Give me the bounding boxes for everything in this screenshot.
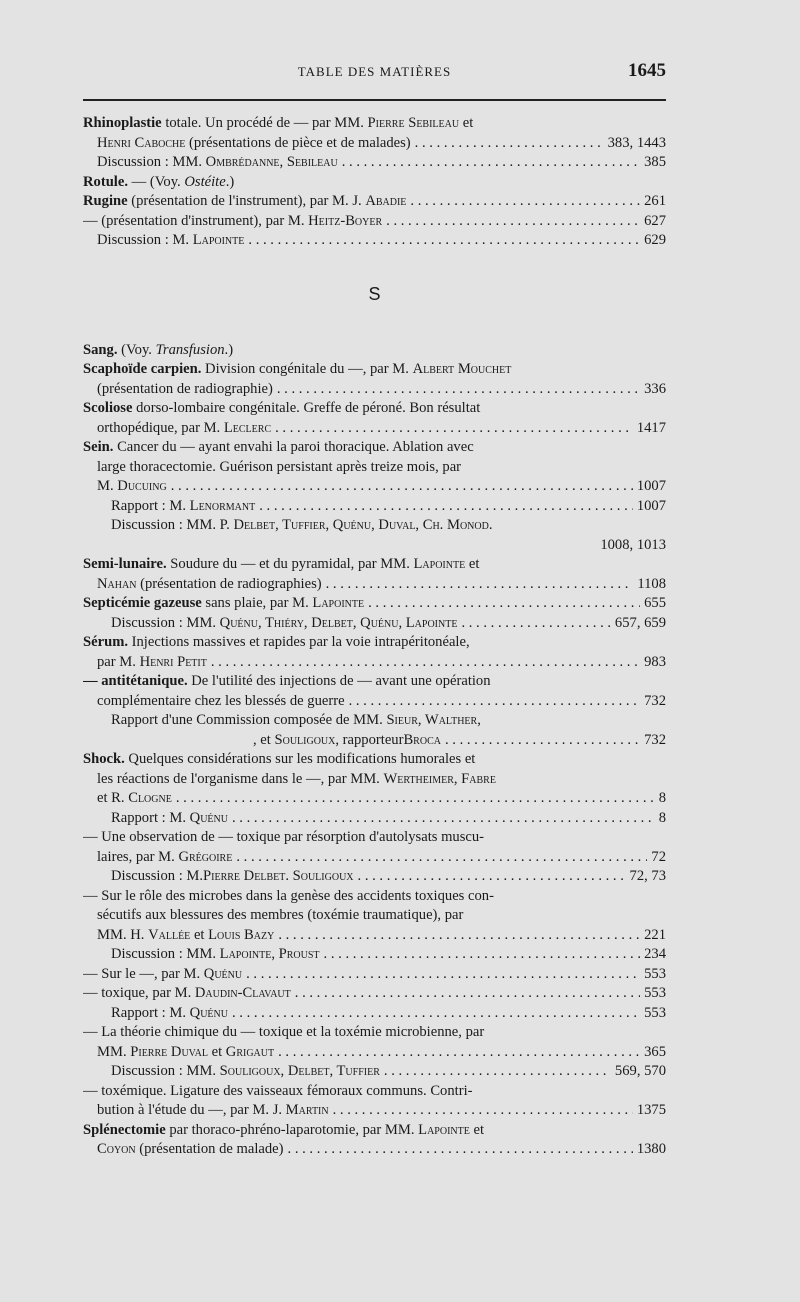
dot-leader bbox=[236, 848, 647, 868]
entry-phrase: Rapport d'une Commission composée de MM. bbox=[111, 712, 387, 728]
author-name: Quénu, Thiéry, Delbet, Quénu, Lapointe bbox=[219, 614, 458, 631]
entry-text bbox=[83, 341, 233, 361]
entry-phrase: totale. Un procédé de — par MM. bbox=[161, 115, 368, 131]
index-line bbox=[83, 828, 666, 848]
author-name: Wertheimer, Fabre bbox=[383, 770, 496, 787]
entry-phrase: orthopédique, par M. bbox=[97, 419, 224, 436]
entry-heading: Shock. bbox=[83, 751, 125, 767]
index-entry bbox=[83, 1121, 666, 1160]
entry-phrase: Soudure du — et du pyramidal, par MM. bbox=[166, 556, 414, 572]
dot-leader bbox=[275, 419, 633, 439]
page-reference: 629 bbox=[644, 232, 666, 248]
entry-phrase: Discussion : MM. bbox=[111, 614, 220, 631]
header-rule bbox=[83, 99, 666, 101]
dot-leader bbox=[368, 594, 640, 614]
entry-heading: Sang. bbox=[83, 341, 118, 358]
dot-leader bbox=[461, 614, 610, 634]
entry-phrase: large thoracectomie. Guérison persistant après treize mois, par bbox=[97, 458, 462, 475]
page-reference: 569, 570 bbox=[614, 1063, 666, 1079]
entry-phrase: et bbox=[207, 1043, 226, 1060]
entry-phrase: Discussion : MM. P. bbox=[111, 517, 234, 533]
author-name: Broca bbox=[403, 731, 441, 748]
author-name: Lapointe bbox=[413, 556, 466, 572]
entry-text bbox=[97, 153, 338, 173]
entry-heading: Sérum. bbox=[83, 634, 128, 650]
entry-text bbox=[97, 477, 167, 497]
index-line bbox=[83, 1140, 666, 1160]
author-name: Lapointe bbox=[418, 1121, 470, 1138]
entry-text bbox=[111, 809, 228, 829]
entry-text bbox=[83, 555, 479, 575]
page-reference: 655 bbox=[644, 595, 666, 611]
author-name: Leclerc bbox=[223, 419, 272, 436]
entry-phrase: — Sur le rôle des microbes dans la genèse des accidents toxiques con- bbox=[83, 887, 494, 904]
entry-phrase: dorso-lombaire congénitale. Greffe de péroné. Bon résultat bbox=[132, 400, 481, 416]
entry-phrase: Discussion : MM. bbox=[97, 154, 206, 170]
author-name: Abadie bbox=[365, 193, 407, 209]
index-line bbox=[83, 711, 666, 731]
index-line bbox=[83, 692, 666, 712]
dot-leader bbox=[248, 231, 640, 251]
dot-leader bbox=[342, 153, 640, 173]
entry-text bbox=[111, 614, 457, 634]
entry-phrase: (présentation de l'instrument), par M. J. bbox=[127, 193, 366, 209]
author-name: Grégoire bbox=[178, 848, 233, 865]
index-line bbox=[83, 173, 666, 193]
entry-phrase: et bbox=[469, 1121, 485, 1138]
index-line bbox=[83, 399, 666, 419]
entry-phrase: , bbox=[477, 712, 481, 728]
index-line bbox=[83, 672, 666, 692]
entry-phrase: et bbox=[190, 926, 209, 943]
index-entry bbox=[83, 438, 666, 555]
entry-text bbox=[83, 828, 484, 848]
page-reference: 365 bbox=[644, 1043, 666, 1060]
index-line bbox=[83, 750, 666, 770]
entry-text bbox=[97, 789, 172, 809]
entry-text bbox=[111, 867, 354, 887]
entry-text bbox=[83, 633, 470, 653]
index-line bbox=[83, 516, 666, 536]
dot-leader bbox=[415, 134, 604, 154]
entry-text bbox=[97, 1140, 284, 1160]
author-name: Ombrédanne, Sebileau bbox=[205, 154, 338, 170]
entry-text bbox=[111, 516, 493, 536]
index-line bbox=[83, 114, 666, 134]
page-header bbox=[83, 58, 666, 88]
page-reference: 657, 659 bbox=[614, 614, 666, 631]
entry-text bbox=[83, 984, 291, 1004]
page-reference: 553 bbox=[644, 985, 666, 1001]
page-reference: 336 bbox=[644, 380, 666, 397]
entry-phrase: (Voy. bbox=[117, 341, 156, 358]
dot-leader bbox=[277, 380, 640, 400]
page-reference: 627 bbox=[644, 212, 666, 229]
entry-phrase: Rapport : M. bbox=[111, 809, 190, 826]
author-name: Souligoux bbox=[274, 731, 336, 748]
page-reference: 1007 bbox=[636, 497, 666, 514]
index-entry bbox=[83, 594, 666, 633]
index-line bbox=[83, 984, 666, 1004]
entry-phrase: Discussion : M. bbox=[111, 868, 204, 884]
index-line bbox=[83, 134, 666, 154]
entry-phrase: Discussion : MM. bbox=[111, 946, 220, 962]
dot-leader bbox=[358, 867, 626, 887]
entry-text bbox=[83, 1082, 472, 1102]
entry-phrase: — (Voy. bbox=[128, 173, 185, 190]
entry-phrase: Rapport : M. bbox=[111, 497, 190, 514]
index-line bbox=[83, 497, 666, 517]
index-entry bbox=[83, 633, 666, 750]
index-line bbox=[83, 360, 666, 380]
author-name: Henri Caboche bbox=[97, 134, 186, 151]
author-name: Daudin-Clavaut bbox=[194, 985, 291, 1001]
index-line bbox=[83, 212, 666, 232]
index-line bbox=[83, 945, 666, 965]
dot-leader bbox=[324, 945, 641, 965]
section-letter: S bbox=[368, 283, 381, 304]
entry-phrase: — La théorie chimique du — toxique et la toxémie microbienne, par bbox=[83, 1024, 485, 1040]
index-entry bbox=[83, 192, 666, 251]
entry-phrase: complémentaire chez les blessés de guerre bbox=[97, 692, 345, 709]
entry-phrase: M. bbox=[97, 478, 118, 494]
cross-reference: Ostéite bbox=[184, 173, 226, 190]
index-line bbox=[83, 380, 666, 400]
index-line bbox=[83, 1023, 666, 1043]
index-entry bbox=[83, 173, 666, 193]
entry-heading: Rhinoplastie bbox=[83, 115, 162, 131]
index-line bbox=[83, 731, 666, 751]
entry-phrase: sans plaie, par M. bbox=[201, 595, 313, 611]
entry-text bbox=[253, 731, 441, 751]
entry-text bbox=[83, 192, 406, 212]
index-line bbox=[83, 1101, 666, 1121]
entry-phrase: .) bbox=[225, 173, 235, 190]
entry-text bbox=[97, 134, 411, 154]
index-line bbox=[83, 438, 666, 458]
page-reference: 234 bbox=[644, 946, 666, 962]
entry-text bbox=[97, 653, 207, 673]
dot-leader bbox=[232, 1004, 640, 1024]
entry-phrase: — (présentation d'instrument), par M. bbox=[83, 212, 309, 229]
entry-phrase: — Une observation de — toxique par résorption d'autolysats muscu- bbox=[83, 829, 485, 845]
entry-phrase: .) bbox=[224, 341, 234, 358]
cross-reference: Transfusion bbox=[155, 341, 225, 358]
dot-leader bbox=[333, 1101, 633, 1121]
entry-heading: Rugine bbox=[83, 193, 128, 209]
dot-leader bbox=[278, 926, 640, 946]
index-line bbox=[83, 809, 666, 829]
entry-heading: Septicémie gazeuse bbox=[83, 595, 202, 611]
entry-phrase: bution à l'étude du —, par M. J. bbox=[97, 1102, 286, 1118]
page-reference: 8 bbox=[658, 790, 666, 806]
author-name: Henri Petit bbox=[139, 653, 207, 670]
page-reference: 1380 bbox=[636, 1141, 666, 1157]
entry-text bbox=[97, 575, 322, 595]
dot-leader bbox=[445, 731, 640, 751]
index-line bbox=[83, 477, 666, 497]
entry-phrase: — toxique, par M. bbox=[83, 985, 195, 1001]
dot-leader bbox=[171, 477, 633, 497]
index-entry bbox=[83, 360, 666, 399]
entry-phrase: Rapport : M. bbox=[111, 1004, 190, 1021]
entry-text bbox=[97, 926, 274, 946]
author-name: Lenormant bbox=[189, 497, 256, 514]
entry-text bbox=[97, 231, 244, 251]
index-line bbox=[83, 1121, 666, 1141]
index-line bbox=[83, 192, 666, 212]
entry-phrase: (présentations de pièce et de malades) bbox=[185, 134, 411, 151]
index-line bbox=[83, 906, 666, 926]
entry-phrase: Discussion : MM. bbox=[111, 1063, 220, 1079]
dot-leader bbox=[386, 212, 640, 232]
index-line bbox=[83, 536, 666, 556]
author-name: Grigaut bbox=[225, 1043, 275, 1060]
entry-heading: Semi-lunaire. bbox=[83, 556, 167, 572]
page-reference: 8 bbox=[658, 809, 666, 826]
entry-phrase: (présentation de malade) bbox=[135, 1141, 284, 1157]
page-reference: 72, 73 bbox=[629, 868, 666, 884]
entry-phrase: Division congénitale du —, par M. bbox=[201, 361, 413, 377]
dot-leader bbox=[246, 965, 640, 985]
entry-text bbox=[83, 1121, 484, 1141]
entry-phrase: Quelques considérations sur les modifications humorales et bbox=[124, 751, 476, 767]
index-line bbox=[83, 1043, 666, 1063]
author-name: Pierre Sebileau bbox=[367, 115, 460, 131]
page-reference: 553 bbox=[644, 965, 666, 982]
entry-text bbox=[83, 965, 242, 985]
author-name: Delbet, Tuffier, Quénu, Duval, Ch. Monod bbox=[233, 517, 489, 533]
entry-phrase: Cancer du — ayant envahi la paroi thoracique. Ablation avec bbox=[113, 439, 474, 455]
page-reference: 983 bbox=[644, 653, 666, 670]
dot-leader bbox=[410, 192, 640, 212]
entry-phrase: sécutifs aux blessures des membres (toxémie traumatique), par bbox=[97, 907, 464, 923]
entry-text bbox=[97, 906, 463, 926]
entry-phrase: (présentation de radiographies) bbox=[136, 575, 322, 592]
index-line bbox=[83, 1062, 666, 1082]
entry-phrase: MM. H. bbox=[97, 926, 149, 943]
entry-phrase: et R. bbox=[97, 790, 129, 806]
page-reference: 732 bbox=[644, 731, 666, 748]
entry-phrase: les réactions de l'organisme dans le —, par MM. bbox=[97, 770, 384, 787]
entry-phrase: — toxémique. Ligature des vaisseaux fémoraux communs. Contri- bbox=[83, 1082, 473, 1099]
running-title: TABLE DES MATIÈRES bbox=[297, 64, 452, 79]
entry-phrase: MM. bbox=[97, 1043, 131, 1060]
page-reference: 1008, 1013 bbox=[600, 536, 666, 553]
page-reference: 1417 bbox=[636, 419, 666, 436]
index-line bbox=[83, 575, 666, 595]
index-line bbox=[83, 1082, 666, 1102]
index-line bbox=[83, 231, 666, 251]
dot-leader bbox=[259, 497, 633, 517]
entry-phrase: par M. bbox=[97, 653, 140, 670]
entry-text bbox=[97, 1043, 274, 1063]
author-name: Martin bbox=[285, 1102, 329, 1118]
index-line bbox=[83, 848, 666, 868]
index-line bbox=[83, 789, 666, 809]
entry-heading: Splénectomie bbox=[83, 1121, 166, 1138]
entry-phrase: , et bbox=[253, 731, 275, 748]
entry-text bbox=[111, 945, 320, 965]
entry-heading: Scoliose bbox=[83, 400, 133, 416]
entry-text bbox=[83, 114, 473, 134]
index-line bbox=[83, 614, 666, 634]
page-reference: 1007 bbox=[636, 478, 666, 494]
index-line bbox=[83, 887, 666, 907]
entry-text bbox=[111, 1062, 380, 1082]
page-reference: 553 bbox=[644, 1004, 666, 1021]
entry-text bbox=[83, 360, 511, 380]
author-name: Coyon bbox=[97, 1141, 136, 1157]
entry-text bbox=[97, 848, 232, 868]
author-name: Quénu bbox=[189, 1004, 228, 1021]
author-name: Nahan bbox=[97, 575, 137, 592]
index-group-s bbox=[83, 341, 666, 1160]
index-line bbox=[83, 1004, 666, 1024]
entry-heading: Scaphoïde carpien. bbox=[83, 361, 202, 377]
page-reference: 383, 1443 bbox=[607, 134, 666, 151]
index-line bbox=[83, 555, 666, 575]
entry-phrase: — Sur le —, par M. bbox=[83, 965, 204, 982]
entry-phrase: , rapporteur bbox=[335, 731, 404, 748]
author-name: Lapointe bbox=[192, 232, 245, 248]
entry-text bbox=[111, 1004, 228, 1024]
entry-text bbox=[97, 458, 461, 478]
index-entry bbox=[83, 114, 666, 173]
entry-text bbox=[83, 672, 491, 692]
entry-phrase: (présentation de radiographie) bbox=[97, 380, 273, 397]
dot-leader bbox=[288, 1140, 633, 1160]
author-name: Heitz-Boyer bbox=[308, 212, 383, 229]
index-line bbox=[83, 653, 666, 673]
author-name: Ducuing bbox=[117, 478, 167, 494]
author-name: Souligoux, Delbet, Tuffier bbox=[219, 1063, 380, 1079]
entry-text bbox=[83, 594, 364, 614]
entry-heading: Rotule. bbox=[83, 173, 128, 190]
entry-text bbox=[83, 173, 234, 193]
entry-text bbox=[83, 438, 474, 458]
entry-text bbox=[83, 887, 494, 907]
entry-text bbox=[97, 770, 496, 790]
page-reference: 732 bbox=[644, 692, 666, 709]
entry-text bbox=[97, 692, 345, 712]
dot-leader bbox=[295, 984, 640, 1004]
author-name: Lapointe, Proust bbox=[219, 946, 320, 962]
author-name: Louis Bazy bbox=[208, 926, 275, 943]
author-name: Clogne bbox=[128, 790, 172, 806]
page-reference: 72 bbox=[651, 848, 666, 865]
index-line bbox=[83, 633, 666, 653]
index-line bbox=[83, 419, 666, 439]
entry-phrase: . bbox=[488, 517, 493, 533]
entry-phrase: laires, par M. bbox=[97, 848, 179, 865]
entry-text bbox=[83, 399, 480, 419]
entry-text bbox=[111, 497, 255, 517]
entry-text bbox=[97, 380, 273, 400]
entry-phrase: et bbox=[465, 556, 480, 572]
dot-leader bbox=[278, 1043, 640, 1063]
entry-phrase: Injections massives et rapides par la voie intrapéritonéale, bbox=[128, 634, 470, 650]
author-name: Quénu bbox=[189, 809, 228, 826]
entry-heading: Sein. bbox=[83, 439, 114, 455]
entry-phrase: et bbox=[459, 115, 474, 131]
index-line bbox=[83, 965, 666, 985]
author-name: Sieur, Walther bbox=[386, 712, 478, 728]
entry-text bbox=[83, 1023, 484, 1043]
page-reference: 221 bbox=[644, 926, 666, 943]
entry-phrase: Discussion : M. bbox=[97, 232, 193, 248]
entry-phrase: De l'utilité des injections de — avant une opération bbox=[187, 673, 491, 689]
author-name: Lapointe bbox=[312, 595, 365, 611]
dot-leader bbox=[349, 692, 641, 712]
page-reference: 1108 bbox=[637, 575, 666, 592]
entry-text bbox=[97, 419, 271, 439]
page-reference: 1375 bbox=[636, 1102, 666, 1118]
page-reference: 385 bbox=[644, 154, 666, 170]
dot-leader bbox=[326, 575, 634, 595]
dot-leader bbox=[384, 1062, 611, 1082]
index-line bbox=[83, 770, 666, 790]
index-entry bbox=[83, 750, 666, 1121]
index-content bbox=[83, 114, 666, 1160]
page-number: 1645 bbox=[628, 60, 666, 81]
author-name: Albert Mouchet bbox=[412, 361, 512, 377]
index-entry bbox=[83, 399, 666, 438]
author-name: Quénu bbox=[203, 965, 243, 982]
index-line bbox=[83, 926, 666, 946]
entry-text bbox=[111, 711, 481, 731]
index-line bbox=[83, 867, 666, 887]
dot-leader bbox=[176, 789, 655, 809]
entry-text bbox=[83, 750, 475, 770]
entry-text bbox=[83, 212, 382, 232]
entry-phrase: par thoraco-phréno-laparotomie, par MM. bbox=[165, 1121, 419, 1138]
author-name: Pierre Delbet. Souligoux bbox=[203, 868, 354, 884]
author-name: Vallée bbox=[148, 926, 191, 943]
entry-text bbox=[97, 1101, 329, 1121]
index-line bbox=[83, 594, 666, 614]
author-name: Pierre Duval bbox=[130, 1043, 208, 1060]
index-entry bbox=[83, 555, 666, 594]
index-line bbox=[83, 153, 666, 173]
index-line bbox=[83, 341, 666, 361]
page-reference: 261 bbox=[644, 193, 666, 209]
index-group-r bbox=[83, 114, 666, 251]
dot-leader bbox=[211, 653, 640, 673]
entry-heading: — antitétanique. bbox=[83, 673, 188, 689]
dot-leader bbox=[232, 809, 655, 829]
index-entry bbox=[83, 341, 666, 361]
index-line bbox=[83, 458, 666, 478]
